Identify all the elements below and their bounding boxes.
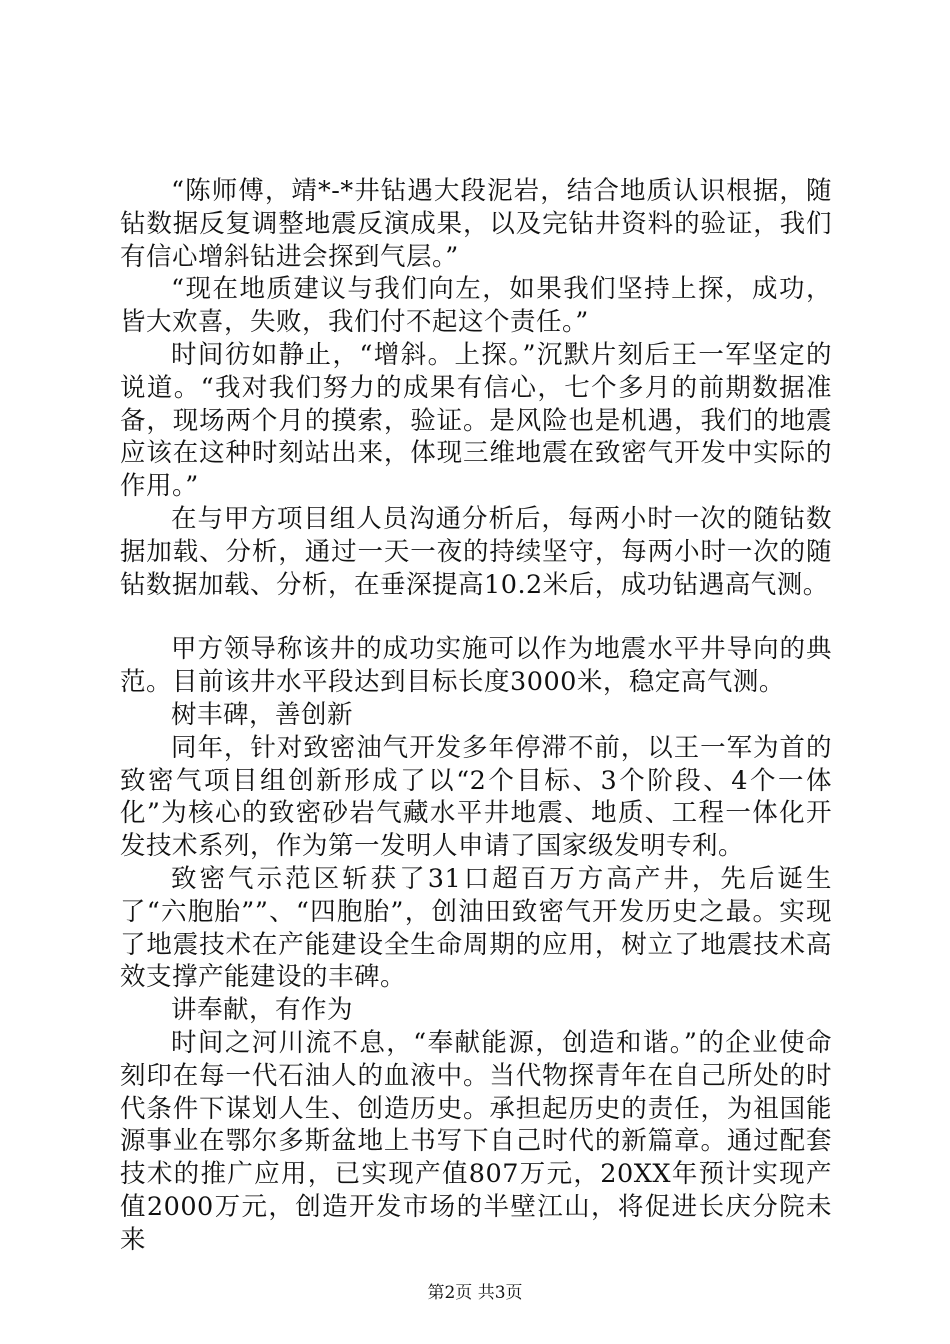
paragraph-dialogue-chen: “陈师傅，靖*-*井钻遇大段泥岩，结合地质认识根据，随钻数据反复调整地震反演成果，以及完钻井资料的验证，我们有信心增斜钻进会探到气层。” [120,176,832,272]
body-text [120,175,832,1257]
paragraph-dialogue-reply: “现在地质建议与我们向左，如果我们坚持上探，成功，皆大欢喜，失败，我们付不起这个责任。” [120,274,832,338]
paragraph-dedication: 时间之河川流不息，“奉献能源，创造和谐。”的企业使命刻印在每一代石油人的血液中。当代物探青年在自己所处的时代条件下谋划人生、创造历史。承担起历史的责任，为祖国能源事业在鄂尔多斯盆地上书写下自己时代的新篇章。通过配套技术的推广应用，已实现产值807万元，20XX年预计实现产值2000万元，创造开发市场的半壁江山，将促进长庆分院未来 [120,1027,832,1255]
paragraph-praise: 甲方领导称该井的成功实施可以作为地震水平井导向的典范。目前该井水平段达到目标长度3000米，稳定高气测。 [120,634,832,698]
paragraph-innovation: 同年，针对致密油气开发多年停滞不前，以王一军为首的致密气项目组创新形成了以“2个目标、3个阶段、4个一体化”为核心的致密砂岩气藏水平井地震、地质、工程一体化开发技术系列，作为第一发明人申请了国家级发明专利。 [120,732,832,862]
paragraph-demo-area: 致密气示范区斩获了31口超百万方高产井，先后诞生了“六胞胎””、“四胞胎”，创油田致密气开发历史之最。实现了地震技术在产能建设全生命周期的应用，树立了地震技术高效支撑产能建设的丰碑。 [120,863,832,993]
section-heading-innovation: 树丰碑，善创新 [171,699,354,730]
page-footer: 第2页 共3页 [427,1283,523,1303]
paragraph-decision: 时间彷如静止，“增斜。上探。”沉默片刻后王一军坚定的说道。“我对我们努力的成果有信心，七个多月的前期数据准备，现场两个月的摸索，验证。是风险也是机遇，我们的地震应该在这种时刻站出来，体现三维地震在致密气开发中实际的作用。” [120,339,832,502]
section-heading-dedication: 讲奉献，有作为 [171,995,354,1026]
paragraph-result: 在与甲方项目组人员沟通分析后，每两小时一次的随钻数据加载、分析，通过一天一夜的持续坚守，每两小时一次的随钻数据加载、分析，在垂深提高10.2米后，成功钻遇高气测。 [120,503,832,600]
